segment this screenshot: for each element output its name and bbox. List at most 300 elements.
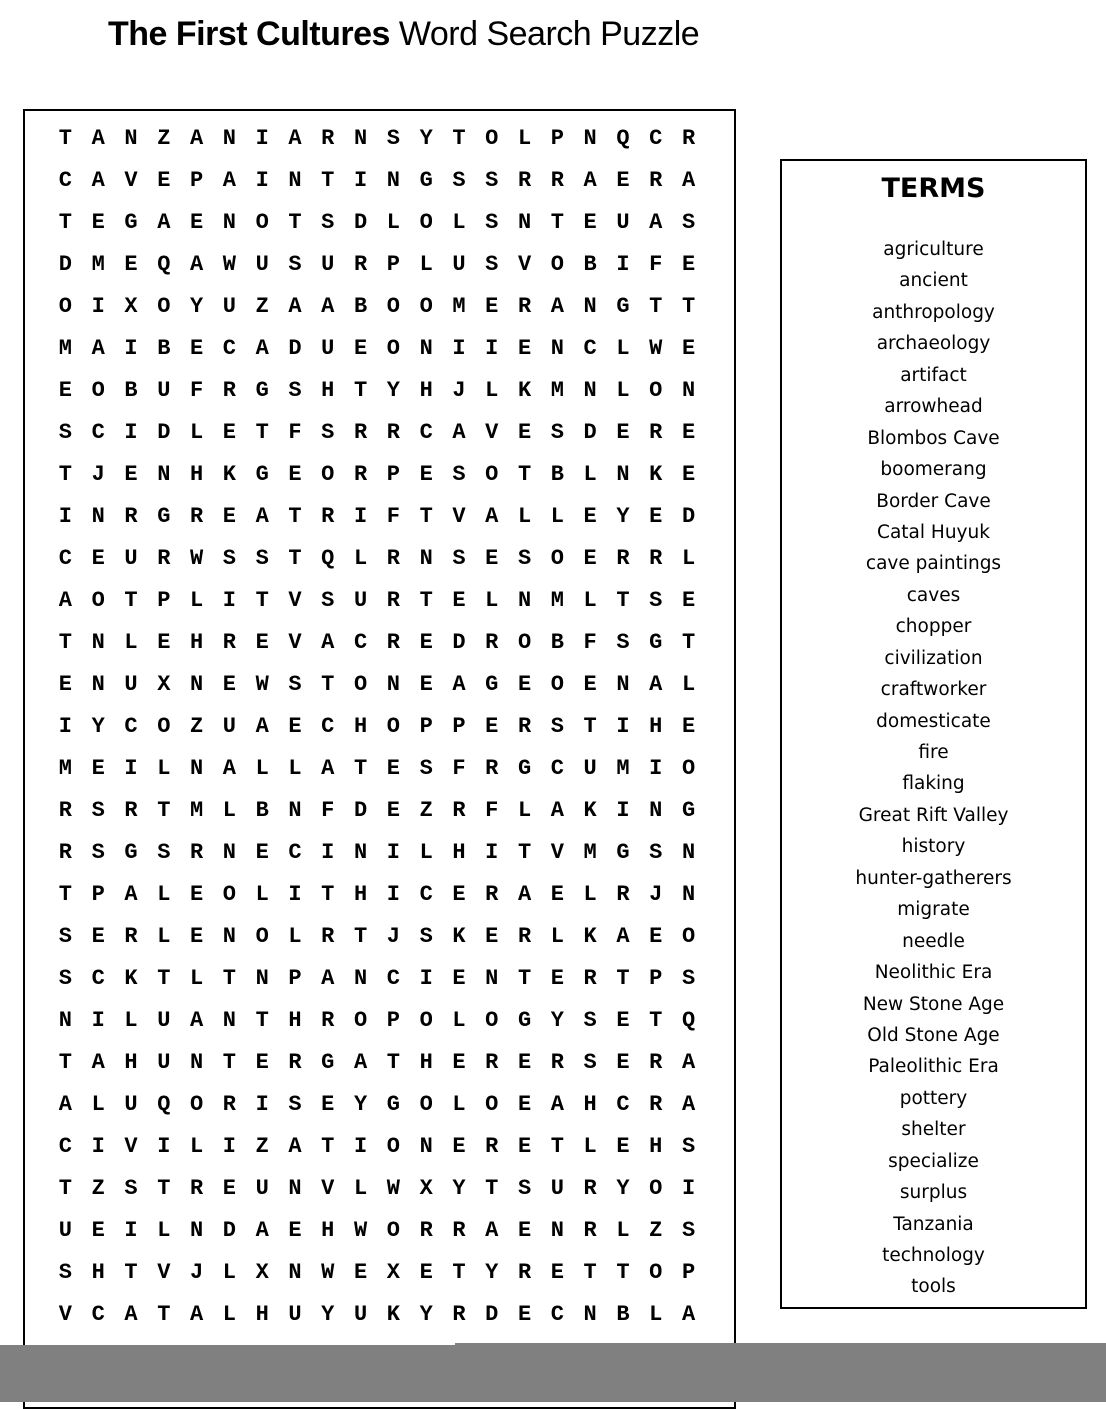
grid-letter: R: [485, 1050, 499, 1075]
grid-letter: G: [124, 840, 138, 865]
grid-letter: N: [353, 126, 368, 151]
grid-row: [49, 538, 705, 580]
grid-letter: L: [616, 336, 630, 361]
grid-row: [49, 370, 705, 412]
grid-letter: E: [91, 546, 105, 571]
grid-letter: S: [681, 966, 696, 991]
grid-letter: F: [649, 252, 663, 277]
grid-letter: T: [485, 1176, 499, 1201]
grid-letter: R: [452, 798, 466, 823]
grid-letter: G: [649, 630, 663, 655]
grid-letter: F: [288, 420, 302, 445]
grid-letter: S: [321, 588, 335, 613]
grid-letter: W: [255, 672, 269, 697]
grid-letter: L: [124, 630, 138, 655]
grid-row: [49, 622, 705, 664]
term-item: New Stone Age: [862, 993, 1005, 1015]
grid-letter: M: [452, 294, 466, 319]
grid-letter: A: [485, 1218, 499, 1243]
grid-row: [49, 118, 705, 160]
grid-letter: I: [321, 840, 335, 865]
grid-letter: O: [550, 546, 564, 571]
term-item: artifact: [900, 364, 967, 386]
grid-letter: L: [157, 882, 171, 907]
grid-letter: P: [452, 714, 466, 739]
grid-letter: D: [583, 420, 597, 445]
grid-letter: E: [91, 756, 105, 781]
grid-letter: M: [550, 588, 564, 613]
grid-row: [49, 580, 705, 622]
grid-letter: N: [550, 1218, 564, 1243]
grid-letter: R: [616, 882, 630, 907]
title-normal: Word Search Puzzle: [389, 15, 700, 53]
grid-letter: N: [583, 126, 597, 151]
grid-letter: R: [386, 588, 400, 613]
grid-letter: V: [58, 1302, 72, 1327]
grid-letter: A: [321, 630, 335, 655]
grid-letter: T: [58, 210, 72, 235]
term-item: agriculture: [883, 239, 984, 260]
grid-letter: E: [255, 1050, 269, 1075]
grid-letter: V: [485, 420, 499, 445]
grid-letter: R: [517, 924, 532, 949]
grid-letter: L: [157, 924, 171, 949]
grid-letter: E: [222, 420, 236, 445]
grid-letter: U: [321, 336, 335, 361]
grid-letter: U: [255, 1176, 269, 1201]
grid-letter: V: [452, 504, 466, 529]
grid-letter: P: [419, 714, 433, 739]
grid-letter: N: [681, 882, 696, 907]
grid-letter: T: [452, 126, 466, 151]
grid-letter: I: [288, 882, 302, 907]
grid-letter: J: [189, 1260, 204, 1285]
grid-letter: N: [222, 1008, 236, 1033]
grid-letter: I: [222, 1134, 236, 1159]
grid-row: [49, 1210, 705, 1252]
grid-letter: L: [288, 924, 302, 949]
grid-letter: A: [681, 168, 696, 193]
grid-letter: I: [91, 294, 105, 319]
grid-letter: I: [452, 336, 466, 361]
grid-letter: I: [353, 168, 368, 193]
grid-letter: N: [91, 672, 105, 697]
grid-letter: E: [157, 168, 171, 193]
grid-letter: U: [222, 714, 236, 739]
grid-letter: R: [452, 1302, 466, 1327]
grid-letter: H: [189, 630, 204, 655]
grid-letter: S: [321, 210, 335, 235]
grid-letter: N: [288, 1176, 302, 1201]
grid-letter: O: [386, 294, 400, 319]
grid-letter: U: [124, 1092, 138, 1117]
grid-letter: D: [353, 798, 368, 823]
grid-letter: I: [616, 798, 630, 823]
grid-letter: L: [583, 882, 597, 907]
grid-letter: E: [255, 630, 269, 655]
grid-letter: A: [517, 882, 532, 907]
grid-letter: W: [353, 1218, 368, 1243]
grid-letter: E: [485, 294, 499, 319]
grid-row: [49, 832, 705, 874]
grid-letter: D: [353, 210, 368, 235]
grid-letter: O: [485, 126, 499, 151]
grid-letter: T: [517, 966, 532, 991]
grid-letter: S: [681, 1218, 696, 1243]
grid-letter: N: [681, 378, 696, 403]
grid-letter: P: [157, 588, 171, 613]
grid-row: [49, 160, 705, 202]
grid-row: [49, 1294, 705, 1336]
grid-letter: S: [550, 714, 564, 739]
grid-letter: G: [386, 1092, 400, 1117]
grid-letter: M: [58, 756, 72, 781]
grid-letter: R: [649, 1092, 663, 1117]
grid-letter: S: [58, 966, 72, 991]
grid-letter: U: [321, 252, 335, 277]
grid-letter: R: [550, 1050, 564, 1075]
grid-letter: G: [517, 756, 532, 781]
grid-letter: N: [583, 294, 597, 319]
grid-letter: T: [550, 210, 564, 235]
grid-letter: M: [550, 378, 564, 403]
grid-letter: A: [91, 126, 105, 151]
grid-letter: L: [157, 756, 171, 781]
grid-letter: P: [189, 168, 204, 193]
grid-letter: E: [517, 1302, 532, 1327]
grid-letter: E: [681, 420, 696, 445]
grid-letter: E: [517, 336, 532, 361]
grid-letter: A: [321, 756, 335, 781]
grid-letter: C: [91, 1302, 105, 1327]
grid-letter: F: [452, 756, 466, 781]
grid-letter: L: [452, 1092, 466, 1117]
grid-letter: A: [681, 1302, 696, 1327]
grid-letter: E: [222, 1176, 236, 1201]
grid-letter: E: [517, 1050, 532, 1075]
term-item: specialize: [888, 1150, 979, 1172]
grid-letter: T: [353, 378, 368, 403]
grid-letter: O: [649, 1176, 663, 1201]
grid-letter: E: [583, 672, 597, 697]
grid-letter: L: [616, 1218, 630, 1243]
grid-letter: H: [321, 378, 335, 403]
grid-letter: B: [124, 378, 138, 403]
grid-letter: I: [124, 756, 138, 781]
grid-letter: T: [222, 966, 236, 991]
grid-letter: R: [485, 1134, 499, 1159]
grid-letter: N: [517, 588, 532, 613]
grid-letter: A: [681, 1050, 696, 1075]
grid-letter: H: [91, 1260, 105, 1285]
grid-row: [49, 454, 705, 496]
grid-letter: T: [321, 168, 335, 193]
grid-letter: S: [124, 1176, 138, 1201]
grid-letter: V: [124, 168, 138, 193]
grid-letter: O: [485, 462, 499, 487]
grid-letter: N: [649, 798, 663, 823]
grid-letter: D: [485, 1302, 499, 1327]
grid-letter: V: [550, 840, 564, 865]
grid-letter: R: [321, 924, 335, 949]
grid-letter: Z: [255, 1134, 269, 1159]
grid-letter: S: [583, 1050, 597, 1075]
grid-letter: G: [255, 462, 269, 487]
grid-letter: I: [485, 840, 499, 865]
grid-letter: E: [157, 630, 171, 655]
grid-letter: A: [485, 504, 499, 529]
grid-letter: S: [419, 756, 433, 781]
grid-letter: E: [124, 252, 138, 277]
grid-letter: F: [189, 378, 204, 403]
grid-letter: S: [255, 546, 269, 571]
grid-letter: T: [681, 294, 696, 319]
grid-letter: R: [386, 546, 400, 571]
grid-letter: E: [517, 672, 532, 697]
grid-letter: U: [157, 1050, 171, 1075]
term-item: Great Rift Valley: [858, 804, 1009, 826]
grid-letter: E: [517, 1092, 532, 1117]
grid-letter: T: [452, 1260, 466, 1285]
grid-letter: S: [91, 840, 105, 865]
grid-letter: T: [124, 588, 138, 613]
grid-letter: X: [124, 294, 138, 319]
grid-letter: P: [288, 966, 302, 991]
grid-letter: S: [583, 1008, 597, 1033]
grid-letter: R: [321, 126, 335, 151]
grid-letter: R: [189, 840, 204, 865]
grid-letter: S: [681, 1134, 696, 1159]
grid-row: [49, 496, 705, 538]
grid-letter: U: [288, 1302, 302, 1327]
grid-letter: L: [681, 546, 696, 571]
grid-letter: N: [189, 1218, 204, 1243]
grid-letter: D: [452, 630, 466, 655]
grid-letter: O: [681, 756, 696, 781]
grid-letter: I: [681, 1176, 696, 1201]
grid-letter: U: [222, 294, 236, 319]
grid-letter: H: [353, 882, 368, 907]
grid-letter: L: [222, 1302, 236, 1327]
grid-letter: L: [550, 924, 564, 949]
grid-letter: E: [255, 840, 269, 865]
grid-letter: O: [222, 882, 236, 907]
grid-letter: L: [189, 420, 204, 445]
grid-letter: E: [189, 882, 204, 907]
grid-letter: I: [649, 756, 663, 781]
grid-letter: G: [616, 840, 630, 865]
grid-letter: N: [222, 210, 236, 235]
grid-letter: D: [157, 420, 171, 445]
grid-row: [49, 412, 705, 454]
grid-letter: U: [124, 546, 138, 571]
grid-letter: T: [353, 756, 368, 781]
grid-letter: G: [485, 672, 499, 697]
grid-letter: I: [386, 840, 400, 865]
grid-letter: R: [649, 1050, 663, 1075]
grid-letter: A: [452, 420, 466, 445]
grid-letter: P: [386, 462, 400, 487]
grid-letter: A: [157, 210, 171, 235]
grid-letter: E: [386, 798, 400, 823]
grid-letter: B: [616, 1302, 630, 1327]
grid-letter: B: [550, 462, 564, 487]
grid-letter: O: [485, 1008, 499, 1033]
grid-letter: T: [321, 882, 335, 907]
grid-letter: Y: [419, 126, 433, 151]
grid-letter: J: [452, 378, 466, 403]
grid-letter: T: [649, 294, 663, 319]
grid-letter: O: [91, 588, 105, 613]
grid-letter: E: [419, 1260, 433, 1285]
grid-letter: K: [452, 924, 466, 949]
grid-letter: A: [124, 1302, 138, 1327]
grid-letter: E: [288, 1218, 302, 1243]
grid-letter: T: [419, 588, 433, 613]
grid-letter: E: [222, 672, 236, 697]
grid-letter: Z: [157, 126, 171, 151]
grid-letter: T: [58, 1176, 72, 1201]
grid-letter: O: [550, 252, 564, 277]
grid-letter: T: [58, 630, 72, 655]
grid-letter: S: [58, 1260, 72, 1285]
grid-letter: A: [222, 168, 236, 193]
grid-letter: S: [452, 168, 466, 193]
grid-letter: L: [91, 1092, 105, 1117]
grid-letter: E: [91, 924, 105, 949]
grid-letter: E: [288, 714, 302, 739]
grid-letter: O: [386, 336, 400, 361]
term-item: Catal Huyuk: [877, 521, 990, 543]
grid-letter: G: [517, 1008, 532, 1033]
grid-letter: E: [222, 504, 236, 529]
grid-letter: E: [419, 672, 433, 697]
grid-letter: L: [517, 126, 532, 151]
grid-letter: E: [452, 882, 466, 907]
grid-letter: A: [288, 1134, 302, 1159]
grid-letter: E: [649, 924, 663, 949]
grid-letter: N: [189, 1050, 204, 1075]
grid-letter: N: [222, 840, 236, 865]
grid-letter: O: [386, 714, 400, 739]
grid-letter: I: [255, 1092, 269, 1117]
grid-letter: T: [124, 1260, 138, 1285]
grid-letter: Y: [189, 294, 204, 319]
grid-letter: L: [583, 588, 597, 613]
grid-letter: U: [353, 588, 368, 613]
grid-letter: E: [485, 924, 499, 949]
bottom-bar: [0, 1345, 1106, 1402]
grid-letter: Q: [157, 252, 171, 277]
grid-letter: E: [353, 1260, 368, 1285]
grid-letter: C: [419, 882, 433, 907]
grid-letter: T: [157, 1176, 171, 1201]
grid-letter: L: [386, 210, 400, 235]
grid-letter: H: [583, 1092, 597, 1117]
grid-letter: S: [58, 420, 72, 445]
word-search-grid: [23, 109, 736, 1409]
grid-letter: K: [124, 966, 138, 991]
grid-row: [49, 202, 705, 244]
grid-letter: S: [681, 210, 696, 235]
grid-letter: R: [485, 630, 499, 655]
grid-letter: R: [157, 546, 171, 571]
grid-letter: S: [288, 672, 302, 697]
grid-letter: T: [517, 840, 532, 865]
grid-letter: E: [189, 210, 204, 235]
grid-letter: U: [157, 378, 171, 403]
grid-letter: I: [386, 882, 400, 907]
grid-letter: L: [550, 504, 564, 529]
grid-row: [49, 286, 705, 328]
grid-letter: C: [58, 546, 72, 571]
grid-letter: L: [189, 1134, 204, 1159]
grid-letter: E: [583, 504, 597, 529]
grid-letter: E: [452, 1050, 466, 1075]
grid-letter: A: [550, 798, 564, 823]
grid-letter: G: [419, 168, 433, 193]
grid-letter: P: [649, 966, 663, 991]
grid-letter: M: [616, 756, 630, 781]
grid-letter: E: [616, 1008, 630, 1033]
grid-letter: A: [583, 168, 597, 193]
grid-letter: S: [452, 546, 466, 571]
term-item: civilization: [884, 647, 983, 669]
grid-letter: N: [583, 1302, 597, 1327]
grid-letter: E: [517, 1218, 532, 1243]
grid-letter: G: [124, 210, 138, 235]
grid-letter: U: [583, 756, 597, 781]
grid-letter: I: [124, 336, 138, 361]
grid-letter: A: [124, 882, 138, 907]
grid-letter: O: [353, 1008, 368, 1033]
grid-letter: N: [419, 546, 433, 571]
grid-letter: S: [222, 546, 236, 571]
grid-letter: A: [189, 126, 204, 151]
grid-letter: S: [517, 1176, 532, 1201]
grid-letter: T: [58, 462, 72, 487]
grid-letter: H: [255, 1302, 269, 1327]
grid-letter: W: [189, 546, 204, 571]
grid-letter: A: [91, 1050, 105, 1075]
grid-letter: A: [452, 672, 466, 697]
grid-letter: E: [681, 336, 696, 361]
grid-row: [49, 1042, 705, 1084]
grid-letter: C: [58, 1134, 72, 1159]
grid-letter: N: [485, 966, 499, 991]
grid-letter: T: [681, 630, 696, 655]
grid-letter: P: [550, 126, 564, 151]
grid-letter: R: [517, 1260, 532, 1285]
grid-letter: R: [189, 504, 204, 529]
grid-letter: T: [58, 1050, 72, 1075]
grid-letter: R: [353, 462, 368, 487]
grid-letter: H: [124, 1050, 138, 1075]
grid-letter: O: [419, 1092, 433, 1117]
grid-letter: E: [189, 336, 204, 361]
grid-letter: V: [124, 1134, 138, 1159]
grid-letter: W: [222, 252, 236, 277]
grid-letter: K: [222, 462, 236, 487]
grid-letter: E: [681, 462, 696, 487]
grid-letter: O: [485, 1092, 499, 1117]
grid-letter: T: [649, 1008, 663, 1033]
grid-letter: L: [288, 756, 302, 781]
grid-letter: H: [452, 840, 466, 865]
grid-letter: R: [58, 840, 72, 865]
term-item: Blombos Cave: [867, 427, 1000, 449]
grid-letter: A: [288, 126, 302, 151]
